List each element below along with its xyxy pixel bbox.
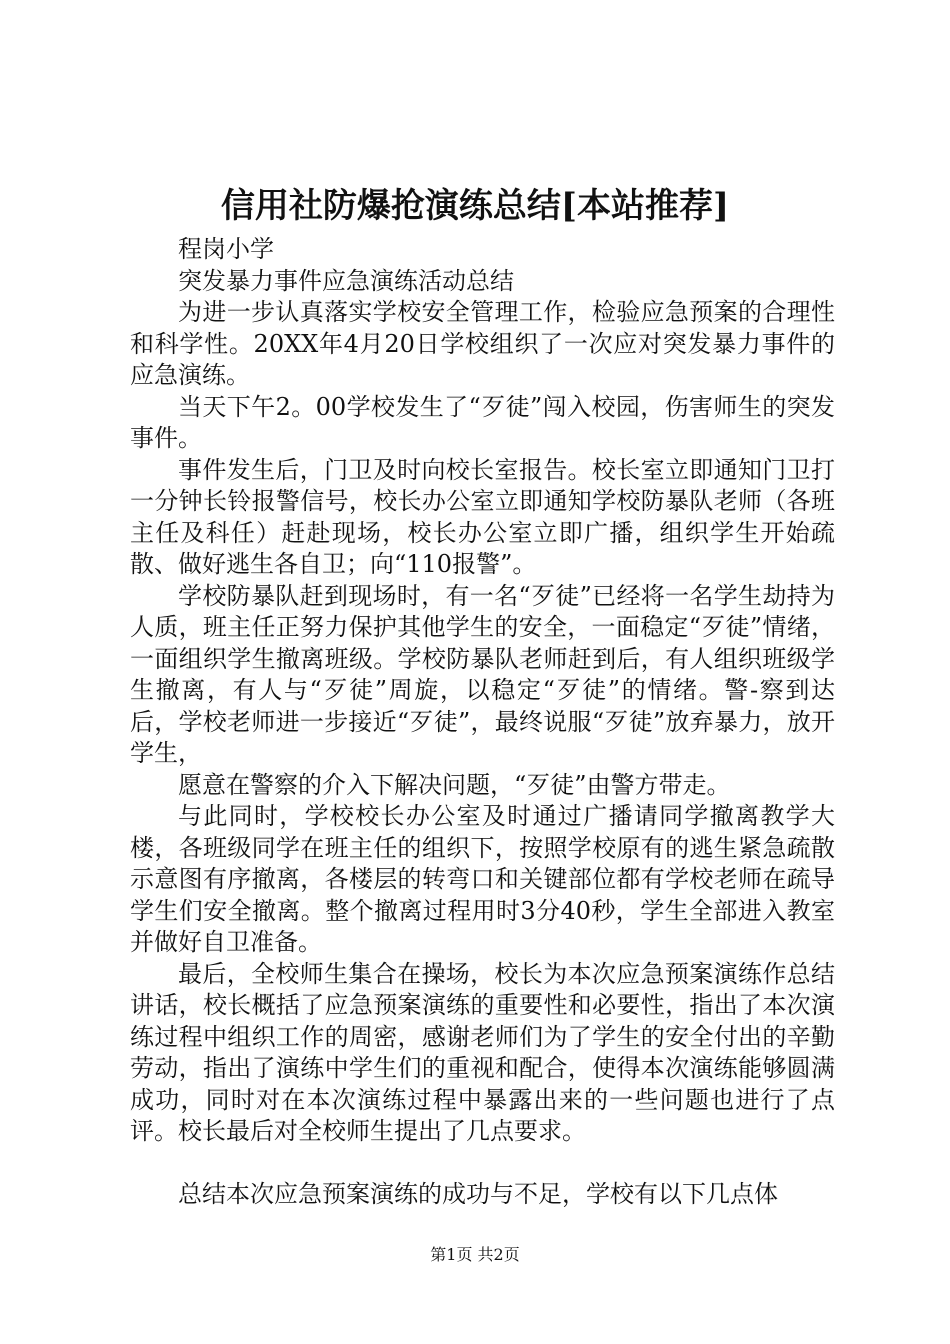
- document-body: [130, 234, 835, 1210]
- paragraph: 最后，全校师生集合在操场，校长为本次应急预案演练作总结讲话，校长概括了应急预案演练的重要性和必要性，指出了本次演练过程中组织工作的周密，感谢老师们为了学生的安全付出的辛勤劳动，指出了演练中学生们的重视和配合，使得本次演练能够圆满成功，同时对在本次演练过程中暴露出来的一些问题也进行了点评。校长最后对全校师生提出了几点要求。: [130, 959, 835, 1145]
- document-title: 信用社防爆抢演练总结[本站推荐]: [220, 186, 730, 226]
- paragraph: 总结本次应急预案演练的成功与不足，学校有以下几点体: [178, 1179, 778, 1208]
- paragraph: 与此同时，学校校长办公室及时通过广播请同学撤离教学大楼，各班级同学在班主任的组织下，按照学校原有的逃生紧急疏散示意图有序撤离，各楼层的转弯口和关键部位都有学校老师在疏导学生们安全撤离。整个撤离过程用时3分40秒，学生全部进入教室并做好自卫准备。: [130, 802, 835, 956]
- paragraph-school-name: 程岗小学: [178, 235, 274, 263]
- paragraph-subtitle: 突发暴力事件应急演练活动总结: [178, 266, 514, 295]
- paragraph: 学校防暴队赶到现场时，有一名“歹徒”已经将一名学生劫持为人质，班主任正努力保护其他学生的安全，一面稳定“歹徒”情绪，一面组织学生撤离班级。学校防暴队老师赶到后，有人组织班级学生撤离，有人与“歹徒”周旋，以稳定“歹徒”的情绪。警-察到达后，学校老师进一步接近“歹徒”，最终说服“歹徒”放弃暴力，放开学生，: [130, 581, 835, 767]
- paragraph: 当天下午2。00学校发生了“歹徒”闯入校园，伤害师生的突发事件。: [130, 392, 835, 452]
- page-footer: 第1页 共2页: [430, 1245, 520, 1264]
- paragraph: 为进一步认真落实学校安全管理工作，检验应急预案的合理性和科学性。20XX年4月20日学校组织了一次应对突发暴力事件的应急演练。: [130, 298, 835, 389]
- paragraph: 愿意在警察的介入下解决问题，“歹徒”由警方带走。: [178, 770, 731, 799]
- paragraph: 事件发生后，门卫及时向校长室报告。校长室立即通知门卫打一分钟长铃报警信号，校长办公室立即通知学校防暴队老师（各班主任及科任）赶赴现场，校长办公室立即广播，组织学生开始疏散、做好逃生各自卫；向“110报警”。: [130, 455, 835, 578]
